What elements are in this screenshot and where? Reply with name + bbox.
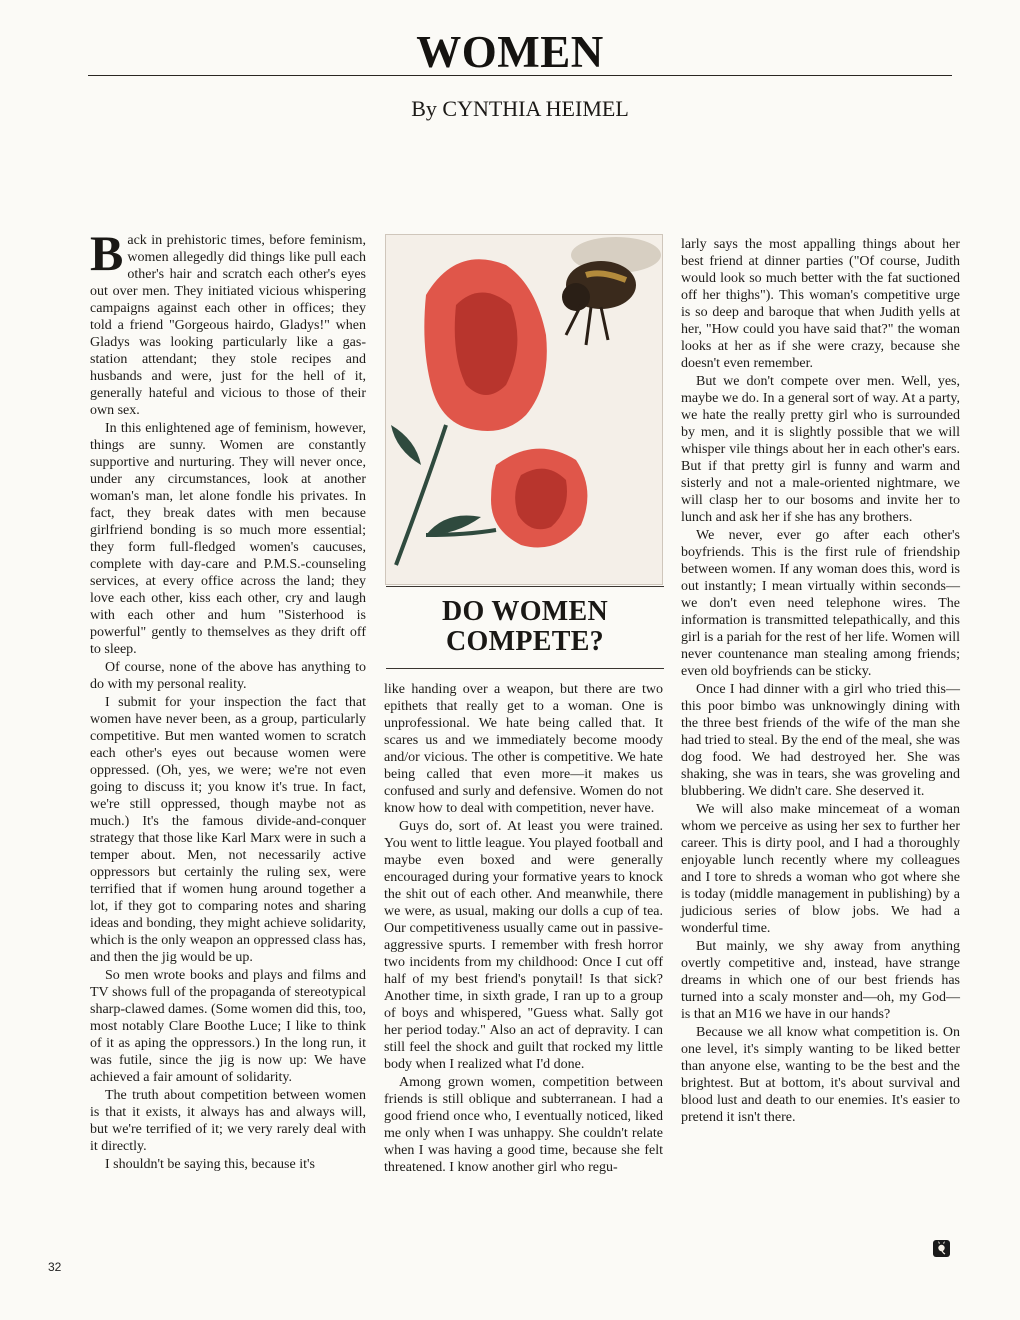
- paragraph: Back in prehistoric times, before feminism, women allegedly did things like pull each other's hair and scratch each other's eyes out over men. They initiated vicious whispering campaigns against each other in offices; they told a friend "Gorgeous hairdo, Gladys!" when Gladys was looking particularly like a gas-station attendant; they stole recipes and husbands and were, just for the hell of it, generally hateful and vicious to those of their own sex.: [90, 225, 366, 418]
- article-column-1: [90, 225, 366, 1173]
- paragraph: In this enlightened age of feminism, however, things are sunny. Women are constantly supportive and nurturing. They will never once, under any circumstances, look at another woman's man, let alone fondle his privates. In fact, they break dates with men because girlfriend bonding is so much more essential; they form full-fledged women's caucuses, complete with day-care and P.M.S.-counseling services, at every office across the land; they love each other, kiss each other, cry and laugh with each other and hum "Sisterhood is powerful" gently to themselves as they drift off to sleep.: [90, 421, 366, 657]
- sidebar-headline-line-2: COMPETE?: [446, 626, 604, 657]
- paragraph: Among grown women, competition between friends is still oblique and subterranean. I had a good friend once who, I eventually noticed, liked me only when I was unhappy. She couldn't relate when I was having a good time, because she felt threatened. I know another girl who regu-: [384, 1075, 663, 1175]
- paragraph: I submit for your inspection the fact that women have never been, as a group, particularly competitive. But men wanted women to scratch each other's eyes out because women were oppressed. (Oh, yes, we were; we're not even going to discuss it; you know it's true. In fact, we're still oppressed, though maybe not as much.) It's the famous divide-and-conquer strategy that those like Karl Marx were in such a temper about. Men, not necessarily active oppressors but certainly the ruling sex, were terrified that if women hung around together a lot, if they got to comparing notes and sharing ideas and bonding, they might achieve solidarity, which is the only weapon an oppressed class has, and then the jig would be up.: [90, 695, 366, 965]
- paragraph: Because we all know what competition is. On one level, it's simply wanting to be liked better than anyone else, wanting to be the best and the brightest. But at bottom, it's about survival and blood lust and death to our enemies. It's easier to pretend it isn't there.: [681, 1025, 960, 1125]
- sidebar-bottom-rule: [386, 668, 664, 669]
- sidebar-top-rule: [386, 586, 664, 587]
- page-number: 32: [48, 1260, 62, 1274]
- paragraph: I shouldn't be saying this, because it's: [105, 1157, 315, 1172]
- sidebar-headline-line-1: DO WOMEN: [442, 596, 608, 627]
- article-title: WOMEN: [416, 27, 604, 77]
- paragraph: like handing over a weapon, but there are two epithets that really get to a woman. One is unprofessional. We hate being called that. It scares us and we immediately become moody and/or vicious. The other is competitive. We hate being called that even more—it makes us confused and surly and defensive. Women do not know how to deal with competition, never have.: [384, 682, 663, 816]
- article-column-3: [681, 236, 960, 1126]
- sidebar-headline: [386, 597, 664, 657]
- bunny-logo-icon: [933, 1240, 950, 1257]
- illustration-art: [386, 235, 662, 584]
- bunny-logo-art: [933, 1240, 950, 1257]
- title-divider: [88, 75, 952, 76]
- rose-and-bee-illustration: [385, 234, 663, 585]
- paragraph: We will also make mincemeat of a woman whom we perceive as using her sex to further her career. This is dirty pool, and I had a thoroughly enjoyable lunch recently where my colleagues and I tore to shreds a woman who got where she is today (middle management in publishing) by a judicious series of blow jobs. We had a wonderful time.: [681, 802, 960, 936]
- paragraph: Once I had dinner with a girl who tried this—this poor bimbo was unknowingly dining with the three best friends of the wife of the man she had tried to steal. By the end of the meal, she was dog food. We had destroyed her. She was shaking, she was in tears, she was groveling and blubbering. We didn't care. She deserved it.: [681, 682, 960, 799]
- rose-top-shade: [455, 293, 518, 396]
- paragraph: But mainly, we shy away from anything overtly competitive and, instead, have strange dreams in which one of our best friends has turned into a scaly monster and—oh, my God—is that an M16 we have in our hands?: [681, 939, 960, 1022]
- article-column-2: [384, 681, 663, 1176]
- drop-cap: B: [90, 225, 124, 281]
- paragraph: The truth about competition between women is that it exists, it always has and always will, but we're terrified of it; we very rarely deal with it directly.: [90, 1088, 366, 1154]
- paragraph: But we don't compete over men. Well, yes, maybe we do. In a general sort of way. At a party, we hate the really pretty girl who is surrounded by men, and it is slightly possible that we will whisper vile things about her in each other's ears. But if that pretty girl is funny and warm and sisterly and not a male-oriented nightmare, we will clasp her to our bosoms and invite her to lunch and ask her if she has any brothers.: [681, 374, 960, 525]
- paragraph: So men wrote books and plays and films and TV shows full of the propaganda of stereotypical sharp-clawed dames. (Some women did this, too, most notably Clare Boothe Luce; I like to think of it as aping the oppressors.) In the long run, it was futile, since the jig is now up: We have achieved a fair amount of solidarity.: [90, 968, 366, 1085]
- paragraph: Of course, none of the above has anything to do with my personal reality.: [90, 660, 366, 692]
- article-byline: By CYNTHIA HEIMEL: [411, 96, 629, 121]
- paragraph: Guys do, sort of. At least you were trained. You went to little league. You played football and maybe even boxed and were generally encouraged during your formative years to knock the shit out of each other. And meanwhile, there we were, as usual, making our dolls a cup of tea. Our competitiveness usually came out in passive-aggressive spurts. I remember with fresh horror two incidents from my childhood: Once I cut off half of my best friend's ponytail! Is that sick? Another time, in sixth grade, I ran up to a group of boys and whispered, "Guess what. Sally got her period today." Also an act of depravity. I can still feel the shock and guilt that rocked my little body when I realized what I'd done.: [384, 819, 663, 1072]
- paragraph: We never, ever go after each other's boyfriends. This is the first rule of friendship between women. If any woman does this, word is out instantly; I mean virtually within seconds—we don't even need telephone wires. The information is transmitted telepathically, and this girl is a pariah for the rest of her life. Women will never countenance man stealing among friends; even old boyfriends can be sticky.: [681, 528, 960, 679]
- paragraph: larly says the most appalling things about her best friend at dinner parties ("Of course, Judith would look so much better with the fat suctioned off her thighs"). This woman's competitive urge is so deep and baroque that when Judith yells at her, "How could you have said that?" the woman looks at her as if she were crazy, because she doesn't even remember.: [681, 237, 960, 371]
